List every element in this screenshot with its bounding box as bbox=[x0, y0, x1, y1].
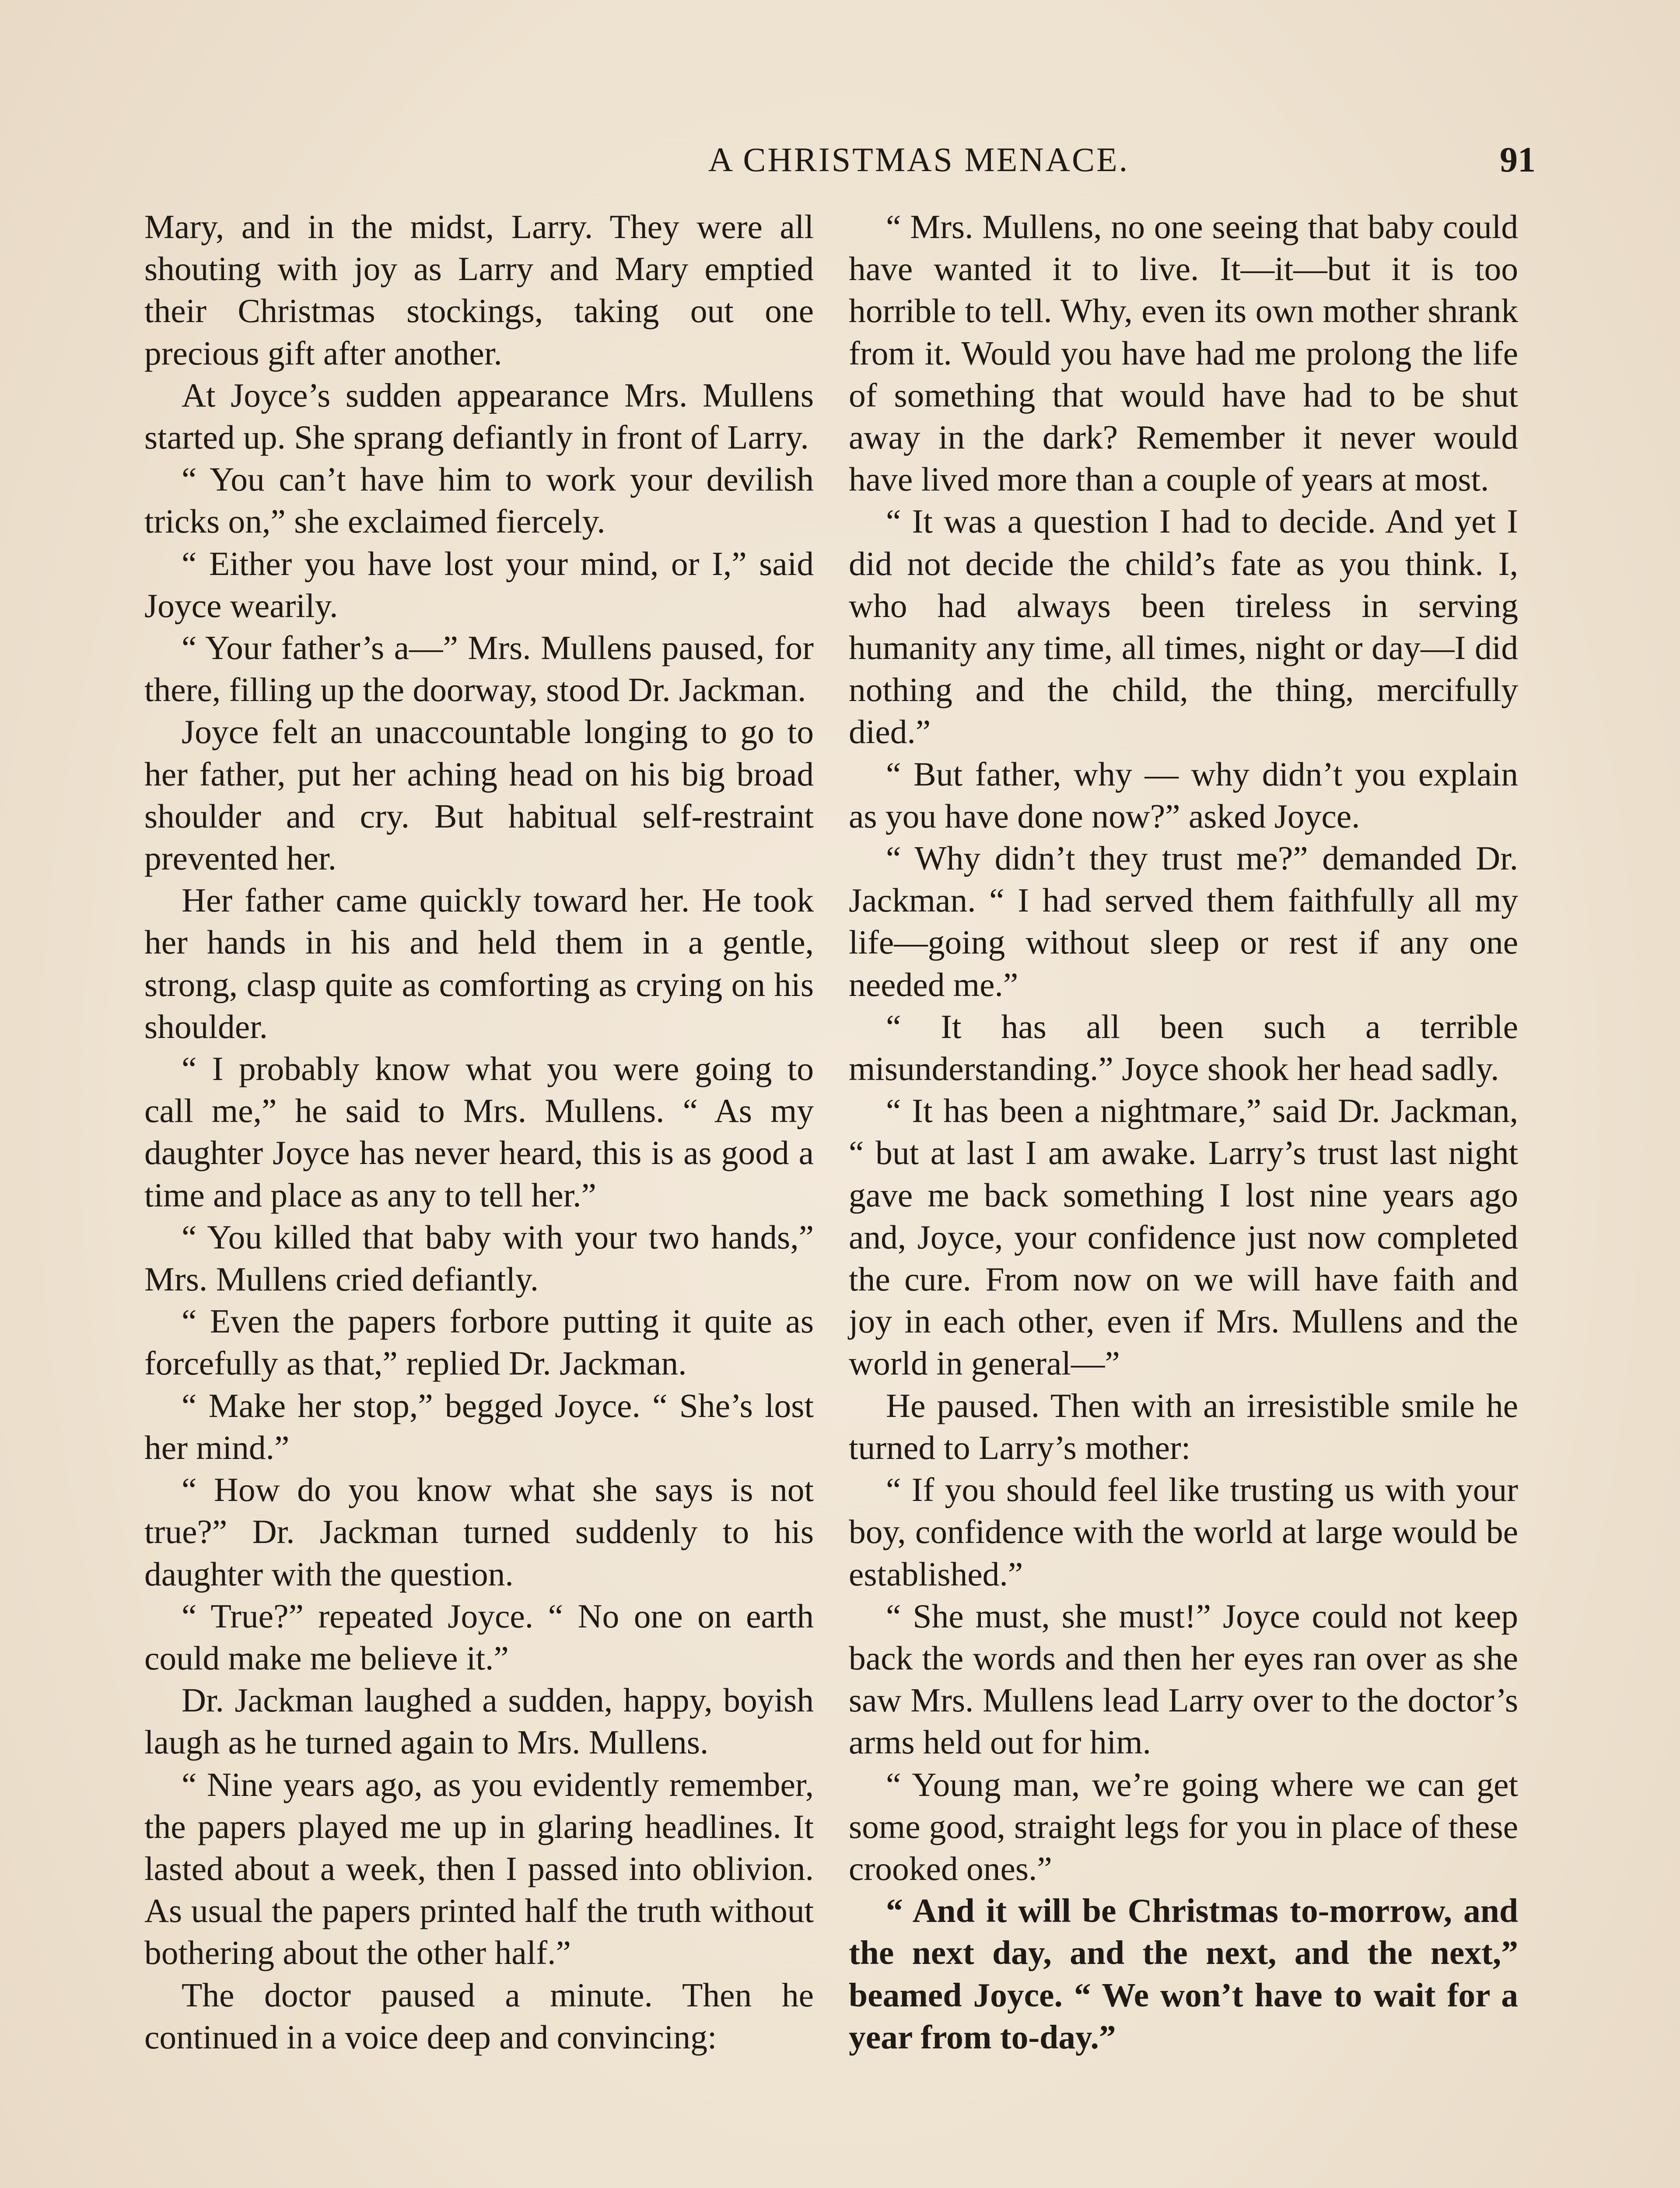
running-title: A CHRISTMAS MENACE. bbox=[708, 140, 1130, 179]
paragraph: Joyce felt an unaccountable longing to go to her father, put her aching head on his big broad shoulder and cry. But habitual self-restraint prevented her. bbox=[144, 713, 814, 877]
paragraph: “ It has all been such a terrible misunderstanding.” Joyce shook her head sadly. bbox=[849, 1007, 1518, 1088]
paragraph: “ She must, she must!” Joyce could not keep back the words and then her eyes ran over as she saw Mrs. Mullens lead Larry over to the doctor’s arms held out for him. bbox=[849, 1597, 1518, 1761]
paragraph: “ But father, why — why didn’t you explain as you have done now?” asked Joyce. bbox=[849, 755, 1518, 835]
paragraph: “ Make her stop,” begged Joyce. “ She’s lost her mind.” bbox=[144, 1386, 814, 1466]
paragraph: The doctor paused a minute. Then he continued in a voice deep and convincing: bbox=[144, 1976, 814, 2056]
right-column bbox=[849, 206, 1518, 2058]
paragraph: “ How do you know what she says is not true?” Dr. Jackman turned suddenly to his daughter with the question. bbox=[144, 1471, 814, 1593]
paragraph: “ I probably know what you were going to call me,” he said to Mrs. Mullens. “ As my daughter Joyce has never heard, this is as good a time and place as any to tell her.” bbox=[144, 1050, 814, 1214]
paragraph: He paused. Then with an irresistible smile he turned to Larry’s mother: bbox=[849, 1386, 1518, 1466]
paragraph: Mary, and in the midst, Larry. They were all shouting with joy as Larry and Mary emptied their Christmas stockings, taking out one precious gift after another. bbox=[144, 208, 814, 372]
paragraph: “ You can’t have him to work your devilish tricks on,” she exclaimed fiercely. bbox=[144, 460, 814, 540]
paragraph: “ Even the papers forbore putting it quite as forcefully as that,” replied Dr. Jackman. bbox=[144, 1302, 814, 1382]
paragraph: “ Nine years ago, as you evidently remember, the papers played me up in glaring headlines. It lasted about a week, then I passed into oblivion. As usual the papers printed half the truth without bothering about the other half.” bbox=[144, 1765, 814, 1972]
paragraph: Dr. Jackman laughed a sudden, happy, boyish laugh as he turned again to Mrs. Mullens. bbox=[144, 1681, 814, 1761]
paragraph: “ And it will be Christmas to-morrow, and the next day, and the next, and the next,” beamed Joyce. “ We won’t have to wait for a year from to-day.” bbox=[849, 1892, 1518, 2056]
paragraph: “ Mrs. Mullens, no one seeing that baby could have wanted it to live. It—it—but it is too horrible to tell. Why, even its own mother shrank from it. Would you have had me prolong the life of something that would have had to be shut away in the dark? Remember it never would have lived more than a couple of years at most. bbox=[849, 208, 1518, 498]
page-number: 91 bbox=[1500, 140, 1536, 179]
paragraph: Her father came quickly toward her. He took her hands in his and held them in a gentle, strong, clasp quite as comforting as crying on his shoulder. bbox=[144, 881, 814, 1045]
paragraph: “ Either you have lost your mind, or I,” said Joyce wearily. bbox=[144, 544, 814, 624]
paragraph: “ Why didn’t they trust me?” demanded Dr. Jackman. “ I had served them faithfully all my life—going without sleep or rest if any one needed me.” bbox=[849, 839, 1518, 1003]
left-column bbox=[144, 206, 814, 2058]
paragraph: “ It has been a nightmare,” said Dr. Jackman, “ but at last I am awake. Larry’s trust last night gave me back something I lost nine years ago and, Joyce, your confidence just now completed the cure. From now on we will have faith and joy in each other, even if Mrs. Mullens and the world in general—” bbox=[849, 1092, 1518, 1382]
paragraph: “ Young man, we’re going where we can get some good, straight legs for you in place of these crooked ones.” bbox=[849, 1765, 1518, 1887]
page-header bbox=[144, 131, 1536, 188]
paragraph: “ If you should feel like trusting us with your boy, confidence with the world at large would be established.” bbox=[849, 1471, 1518, 1593]
paragraph: At Joyce’s sudden appearance Mrs. Mullens started up. She sprang defiantly in front of Larry. bbox=[144, 376, 814, 456]
paragraph: “ It was a question I had to decide. And yet I did not decide the child’s fate as you think. I, who had always been tireless in serving humanity any time, all times, night or day—I did nothing and the child, the thing, mercifully died.” bbox=[849, 502, 1518, 751]
paragraph: “ You killed that baby with your two hands,” Mrs. Mullens cried defiantly. bbox=[144, 1218, 814, 1298]
paragraph: “ True?” repeated Joyce. “ No one on earth could make me believe it.” bbox=[144, 1597, 814, 1677]
paragraph: “ Your father’s a—” Mrs. Mullens paused, for there, filling up the doorway, stood Dr. Jackman. bbox=[144, 629, 814, 709]
